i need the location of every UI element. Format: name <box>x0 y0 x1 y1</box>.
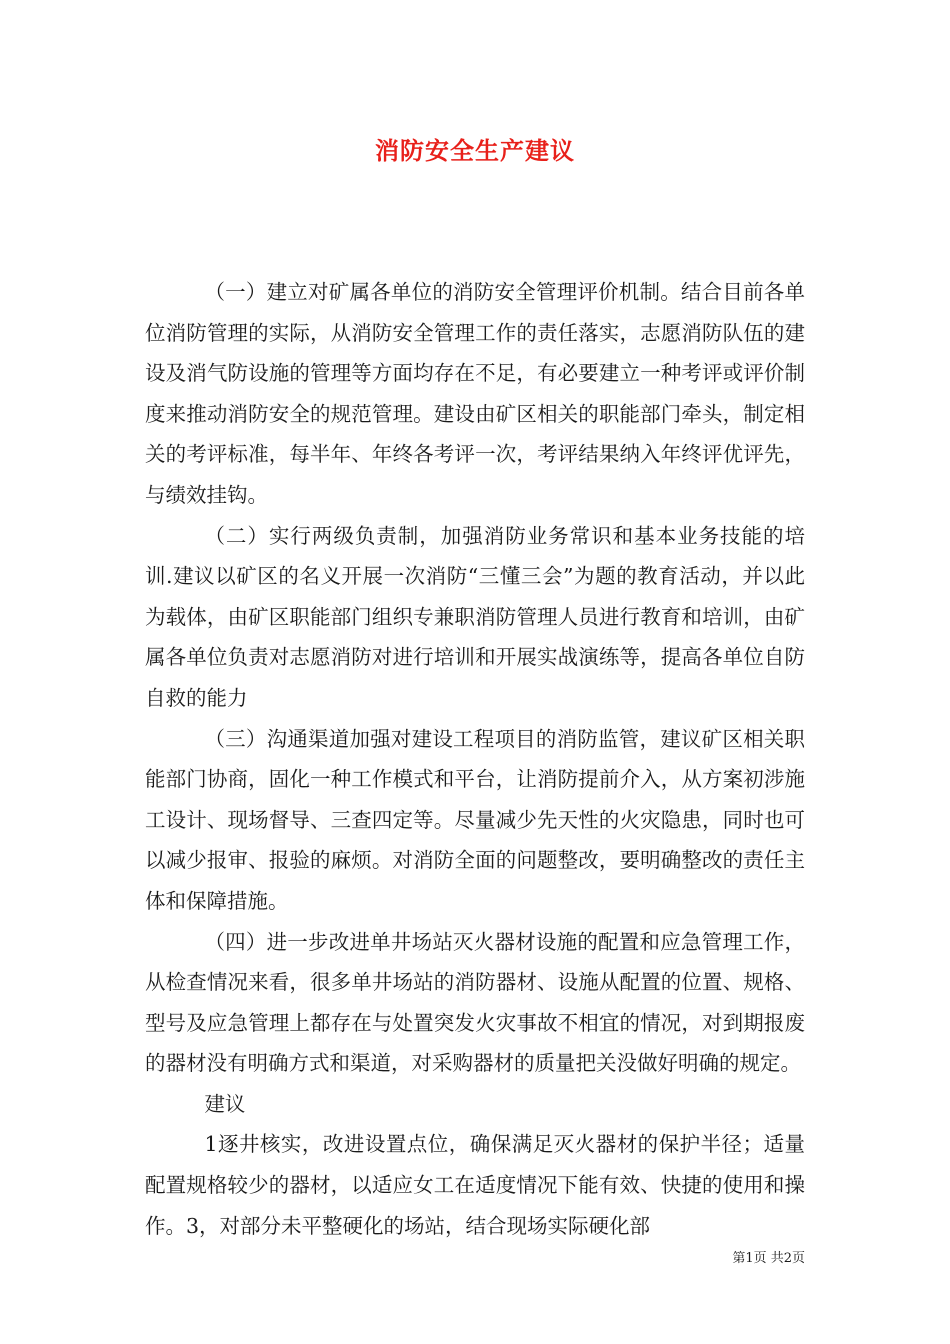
page-number: 第1页 共2页 <box>732 1251 805 1266</box>
paragraph-4: （四）进一步改进单井场站灭火器材设施的配置和应急管理工作，从检查情况来看，很多单井场站的消防器材、设施从配置的位置、规格、型号及应急管理上都存在与处置突发火灾事故不相宜的情况，对到期报废的器材没有明确方式和渠道，对采购器材的质量把关没做好明确的规定。 <box>145 929 805 1076</box>
paragraph-5: 1逐井核实，改进设置点位，确保满足灭火器材的保护半径；适量配置规格较少的器材，以适应女工在适度情况下能有效、快捷的使用和操作。3，对部分未平整硬化的场站，结合现场实际硬化部 <box>145 1132 805 1238</box>
paragraph-2: （二）实行两级负责制，加强消防业务常识和基本业务技能的培训.建议以矿区的名义开展一次消防“三懂三会”为题的教育活动，并以此为载体，由矿区职能部门组织专兼职消防管理人员进行教育和培训，由矿属各单位负责对志愿消防对进行培训和开展实战演练等，提高各单位自防自救的能力 <box>145 523 805 710</box>
document-body <box>145 272 805 1246</box>
paragraph-1: （一）建立对矿属各单位的消防安全管理评价机制。结合目前各单位消防管理的实际，从消防安全管理工作的责任落实，志愿消防队伍的建设及消气防设施的管理等方面均存在不足，有必要建立一种考评或评价制度来推动消防安全的规范管理。建设由矿区相关的职能部门牵头，制定相关的考评标准，每半年、年终各考评一次，考评结果纳入年终评优评先，与绩效挂钩。 <box>145 280 805 507</box>
section-heading-suggestion: 建议 <box>204 1091 246 1116</box>
paragraph-3: （三）沟通渠道加强对建设工程项目的消防监管，建议矿区相关职能部门协商，固化一种工作模式和平台，让消防提前介入，从方案初涉施工设计、现场督导、三查四定等。尽量减少先天性的火灾隐患，同时也可以减少报审、报验的麻烦。对消防全面的问题整改，要明确整改的责任主体和保障措施。 <box>145 726 805 913</box>
document-title: 消防安全生产建议 <box>375 136 575 165</box>
